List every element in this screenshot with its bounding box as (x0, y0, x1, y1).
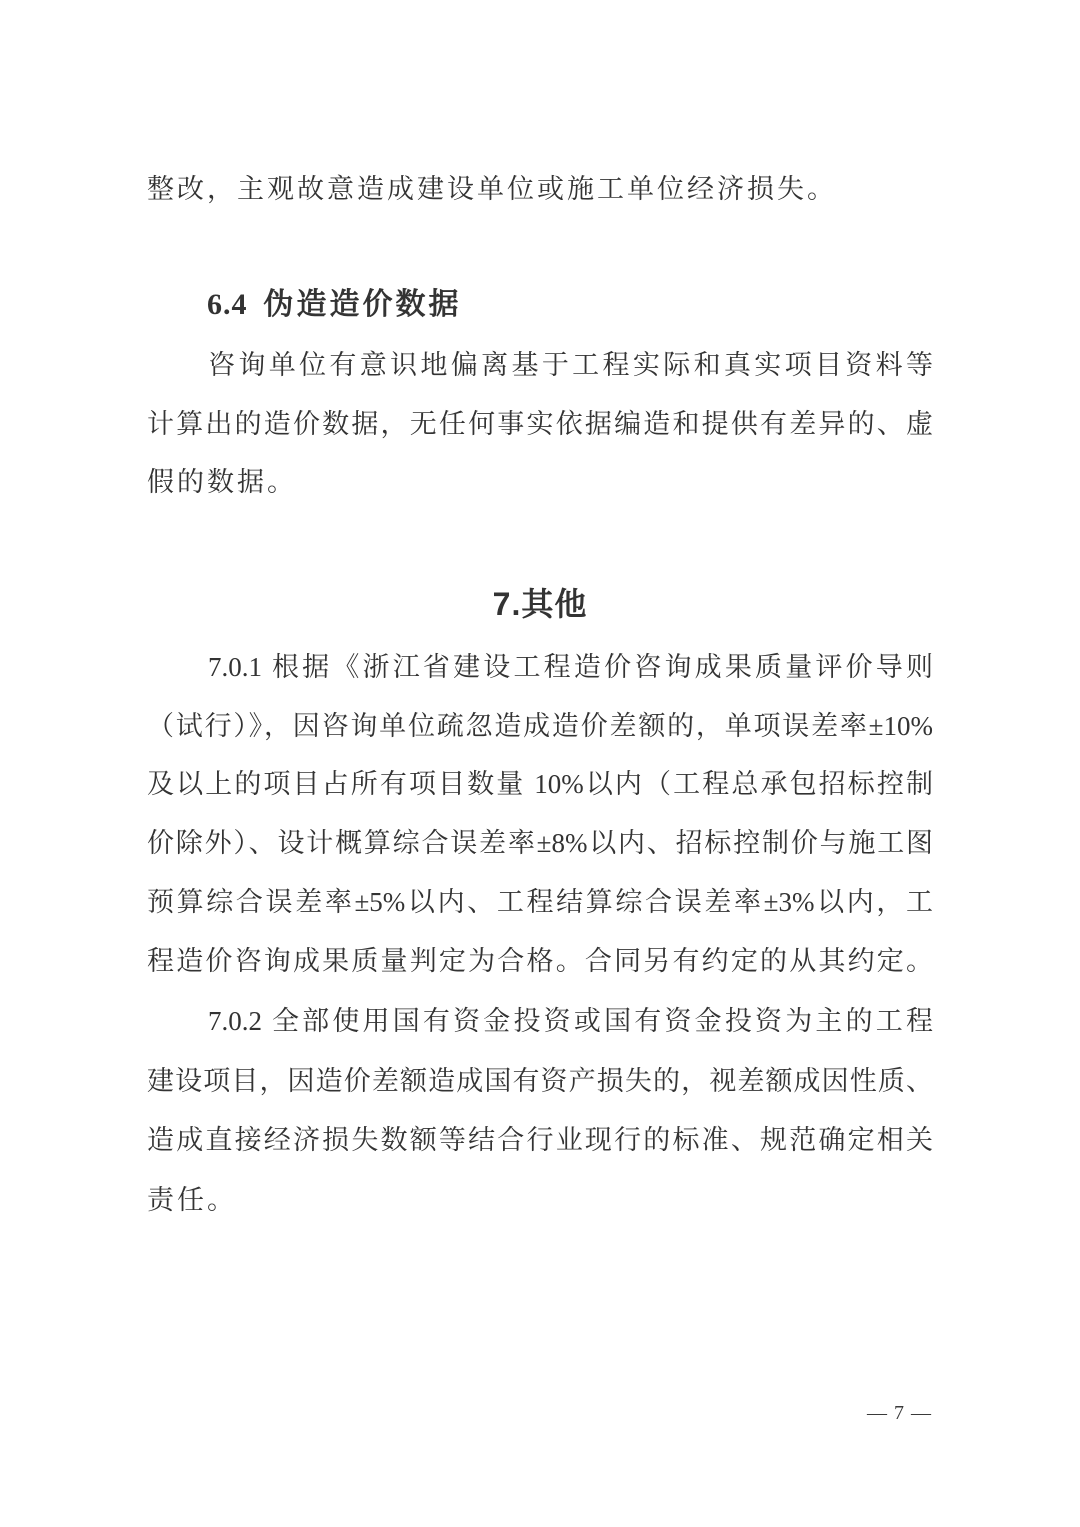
paragraph-line: 咨询单位有意识地偏离基于工程实际和真实项目资料等 (208, 350, 933, 380)
clause-paragraph-line: 及以上的项目占所有项目数量 10%以内（工程总承包招标控制 (147, 769, 933, 800)
section-6-4-title: 伪造造价数据 (263, 288, 462, 321)
clause-paragraph-line: 预算综合误差率±5%以内、工程结算综合误差率±3%以内，工 (147, 886, 933, 917)
clause-7-0-2-paragraph (147, 992, 933, 1230)
clause-paragraph-line: 建设项目，因造价差额造成国有资产损失的，视差额成因性质、 (147, 1065, 933, 1096)
clause-paragraph-line: 责任。 (147, 1184, 237, 1215)
chapter-7-heading: 7.其他 (492, 586, 588, 622)
section-6-4-number: 6.4 (207, 288, 248, 321)
clause-7-0-1-paragraph (147, 638, 933, 990)
section-6-4-paragraph (147, 336, 933, 512)
section-6-4-heading (207, 285, 462, 325)
page-number: — 7 — (867, 1402, 932, 1424)
clause-paragraph-line: 7.0.2 全部使用国有资金投资或国有资金投资为主的工程 (208, 1006, 933, 1036)
clause-paragraph-line: 造成直接经济损失数额等结合行业现行的标准、规范确定相关 (147, 1125, 933, 1155)
paragraph-line: 假的数据。 (147, 467, 297, 497)
paragraph-line: 计算出的造价数据，无任何事实依据编造和提供有差异的、虚 (147, 408, 933, 439)
clause-paragraph-line: 价除外）、设计概算综合误差率±8%以内、招标控制价与施工图 (147, 828, 933, 859)
clause-paragraph-line: 程造价咨询成果质量判定为合格。合同另有约定的从其约定。 (147, 945, 933, 976)
clause-paragraph-line: 7.0.1 根据《浙江省建设工程造价咨询成果质量评价导则 (208, 652, 933, 682)
clause-paragraph-line: （试行）》，因咨询单位疏忽造成造价差额的，单项误差率±10% (147, 710, 933, 741)
continuation-paragraph-line: 整改，主观故意造成建设单位或施工单位经济损失。 (147, 174, 837, 204)
continuation-paragraph (147, 160, 933, 219)
